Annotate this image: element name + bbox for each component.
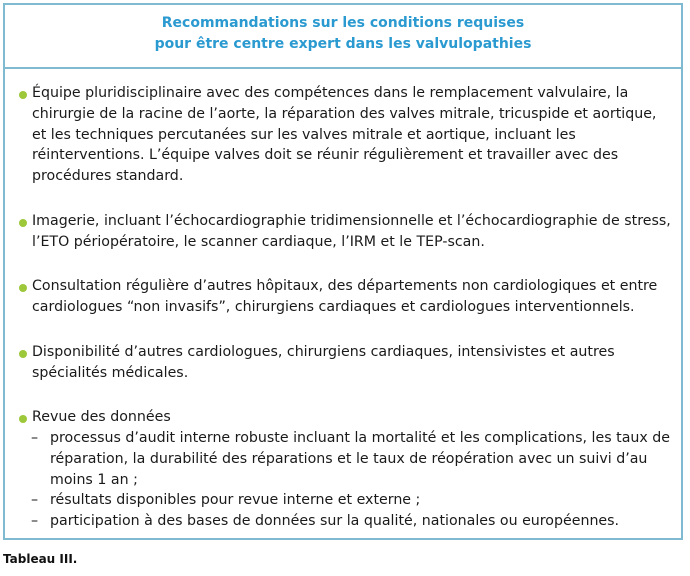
dash-marker: – [31, 492, 39, 508]
sub-item-text: participation à des bases de données sur la qualité, nationales ou européennes. [50, 513, 620, 529]
bullet-icon [19, 284, 27, 292]
sub-item-text: processus d’audit interne robuste incluant la mortalité et les complications, les taux de réparation, la durabilité des réparations et le taux de réopération avec un suivi d’au moins 1 an ; [50, 430, 671, 488]
box-title-line-1: Recommandations sur les conditions requises [161, 15, 525, 31]
list-item-availability [19, 342, 673, 384]
box-title-line-2: pour être centre expert dans les valvulopathies [154, 36, 532, 52]
sub-item-text: résultats disponibles pour revue interne et externe ; [50, 492, 421, 508]
bullet-icon [19, 350, 27, 358]
bullet-icon [19, 415, 27, 423]
list-item-text: Disponibilité d’autres cardiologues, chirurgiens cardiaques, intensivistes et autres spécialités médicales. [32, 344, 615, 381]
list-item-imaging [19, 211, 673, 253]
list-item-team [19, 83, 673, 187]
sub-item-participation [31, 511, 673, 532]
bullet-icon [19, 219, 27, 227]
sub-item-audit [31, 428, 673, 490]
list-item-data-review [19, 407, 673, 428]
list-item-text: Équipe pluridisciplinaire avec des compétences dans le remplacement valvulaire, la chirurgie de la racine de l’aorte, la réparation des valves mitrale, tricuspide et aortique, et les techniques percutanées sur les valves mitrale et aortique, incluant les réinterventions. L’équipe valves doit se réunir régulièrement et travailler avec des procédures standard. [32, 85, 657, 185]
list-item-text: Revue des données [32, 409, 171, 425]
sub-item-results [31, 490, 673, 511]
list-item-consultation [19, 276, 673, 318]
list-item-text: Consultation régulière d’autres hôpitaux, des départements non cardiologiques et entre cardiologues “non invasifs”, chirurgiens cardiaques et cardiologues interventionnels. [32, 278, 658, 315]
title-divider [5, 67, 681, 69]
recommendations-box [3, 3, 683, 540]
table-caption: Tableau III. [3, 552, 78, 566]
list-item-text: Imagerie, incluant l’échocardiographie tridimensionnelle et l’échocardiographie de stress, l’ETO périopératoire, le scanner cardiaque, l’IRM et le TEP-scan. [32, 213, 671, 250]
dash-marker: – [31, 430, 39, 446]
bullet-icon [19, 91, 27, 99]
dash-marker: – [31, 513, 39, 529]
